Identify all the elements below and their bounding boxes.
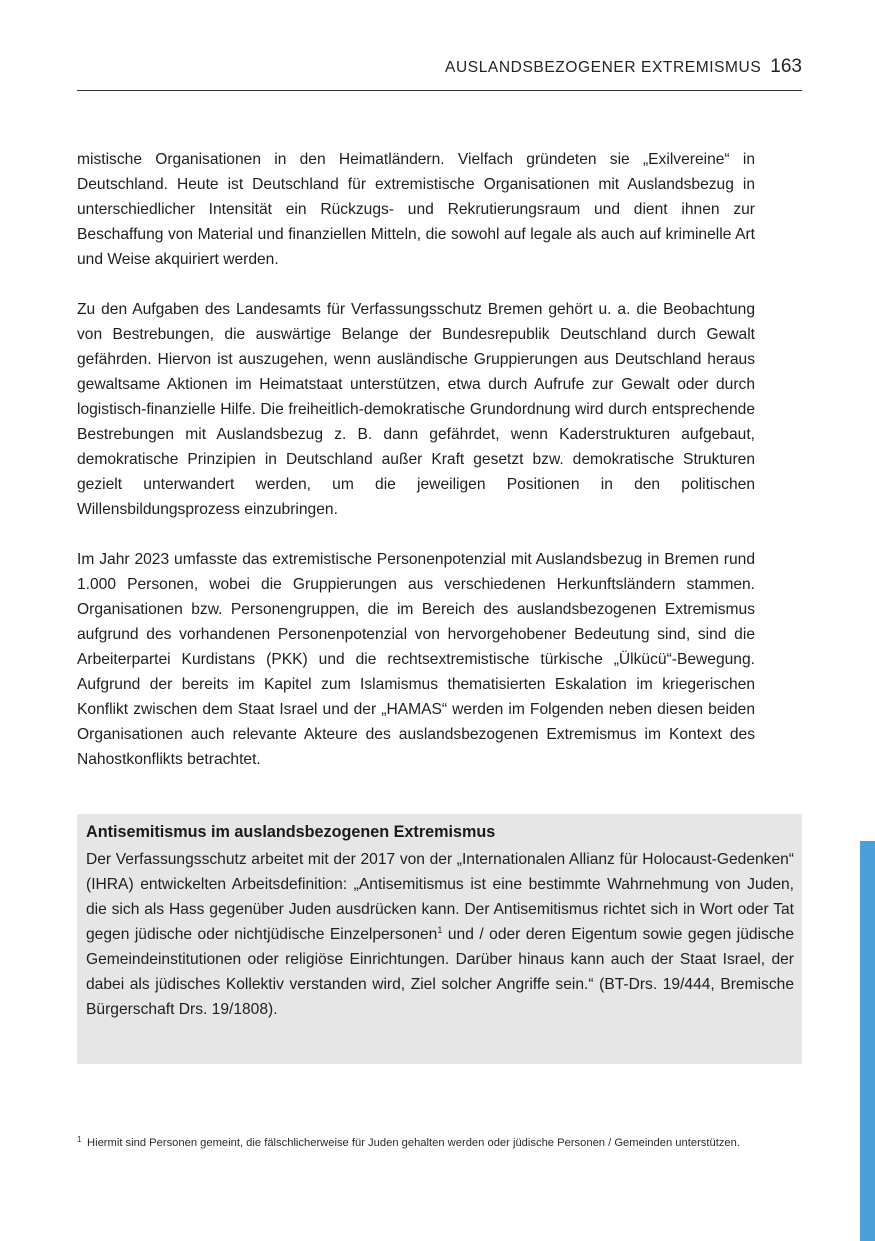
infobox-text <box>86 847 794 1022</box>
footnote <box>77 1134 755 1152</box>
footnote-marker: 1 <box>77 1135 82 1144</box>
chapter-side-tab <box>860 841 875 1241</box>
page-number: 163 <box>770 56 802 77</box>
paragraph-2: Zu den Aufgaben des Landesamts für Verfassungsschutz Bremen gehört u. a. die Beobachtung von Bestrebungen, die auswärtige Belange der Bundesrepublik Deutschland durch Gewalt gefährden. Hiervon ist auszugehen, wenn ausländische Gruppierungen aus Deutschland heraus gewaltsame Aktionen im Heimatstaat unterstützen, etwa durch Aufrufe zur Gewalt oder durch logistisch-finanzielle Hilfe. Die freiheitlich-demokratische Grundordnung wird durch entsprechende Bestrebungen mit Auslandsbezug z. B. dann gefährdet, wenn Kaderstrukturen aufgebaut, demokratische Prinzipien in Deutschland außer Kraft gesetzt bzw. demokratische Strukturen gezielt unterwandert werden, um die jeweiligen Positionen in den politischen Willensbildungsprozess einzubringen. <box>77 301 755 518</box>
infobox-antisemitism <box>77 814 802 1064</box>
footnote-reference[interactable]: 1 <box>437 924 443 935</box>
infobox-title: Antisemitismus im auslandsbezogenen Extremismus <box>86 823 496 841</box>
running-head: AUSLANDSBEZOGENER EXTREMISMUS <box>445 59 762 76</box>
infobox-text-part-1: Der Verfassungsschutz arbeitet mit der 2017 von der „Internationalen Allianz für Holocaust-Gedenken“ (IHRA) entwickelten Arbeitsdefinition: „Antisemitismus ist eine bestimmte Wahrnehmung von Juden, die sich als Hass gegenüber Juden ausdrücken kann. Der Antisemitismus richtet sich in Wort oder Tat gegen jüdische oder nichtjüdische Einzelpersonen <box>86 851 794 943</box>
page-header <box>77 56 802 91</box>
paragraph-3: Im Jahr 2023 umfasste das extremistische Personenpotenzial mit Auslandsbezug in Bremen rund 1.000 Personen, wobei die Gruppierungen aus verschiedenen Herkunftsländern stammen. Organisationen bzw. Personengruppen, die im Bereich des auslandsbezogenen Extremismus aufgrund des vorhandenen Personenpotenzial von hervorgehobener Bedeutung sind, sind die Arbeiterpartei Kurdistans (PKK) und die rechtsextremistische türkische „Ülkücü“-Bewegung. Aufgrund der bereits im Kapitel zum Islamismus thematisierten Eskalation im kriegerischen Konflikt zwischen dem Staat Israel und der „HAMAS“ werden im Folgenden neben diesen beiden Organisationen auch relevante Akteure des auslandsbezogenen Extremismus im Kontext des Nahostkonflikts betrachtet. <box>77 551 755 768</box>
footnote-text: Hiermit sind Personen gemeint, die fälschlicherweise für Juden gehalten werden oder jüdische Personen / Gemeinden unterstützen. <box>87 1137 740 1149</box>
infobox-text-part-2: und / oder deren Eigentum sowie gegen jüdische Gemeindeinstitutionen oder religiöse Einrichtungen. Darüber hinaus kann auch der Staat Israel, der dabei als jüdisches Kollektiv verstanden wird, Ziel solcher Angriffe sein.“ (BT-Drs. 19/444, Bremische Bürgerschaft Drs. 19/1808). <box>86 926 794 1018</box>
header-inner <box>445 56 802 78</box>
paragraph-1: mistische Organisationen in den Heimatländern. Vielfach gründeten sie „Exilvereine“ in Deutschland. Heute ist Deutschland für extremistische Organisationen mit Auslandsbezug in unterschiedlicher Intensität ein Rückzugs- und Rekrutierungsraum und dient ihnen zur Beschaffung von Material und finanziellen Mitteln, die sowohl auf legale als auch auf kriminelle Art und Weise akquiriert werden. <box>77 151 755 268</box>
